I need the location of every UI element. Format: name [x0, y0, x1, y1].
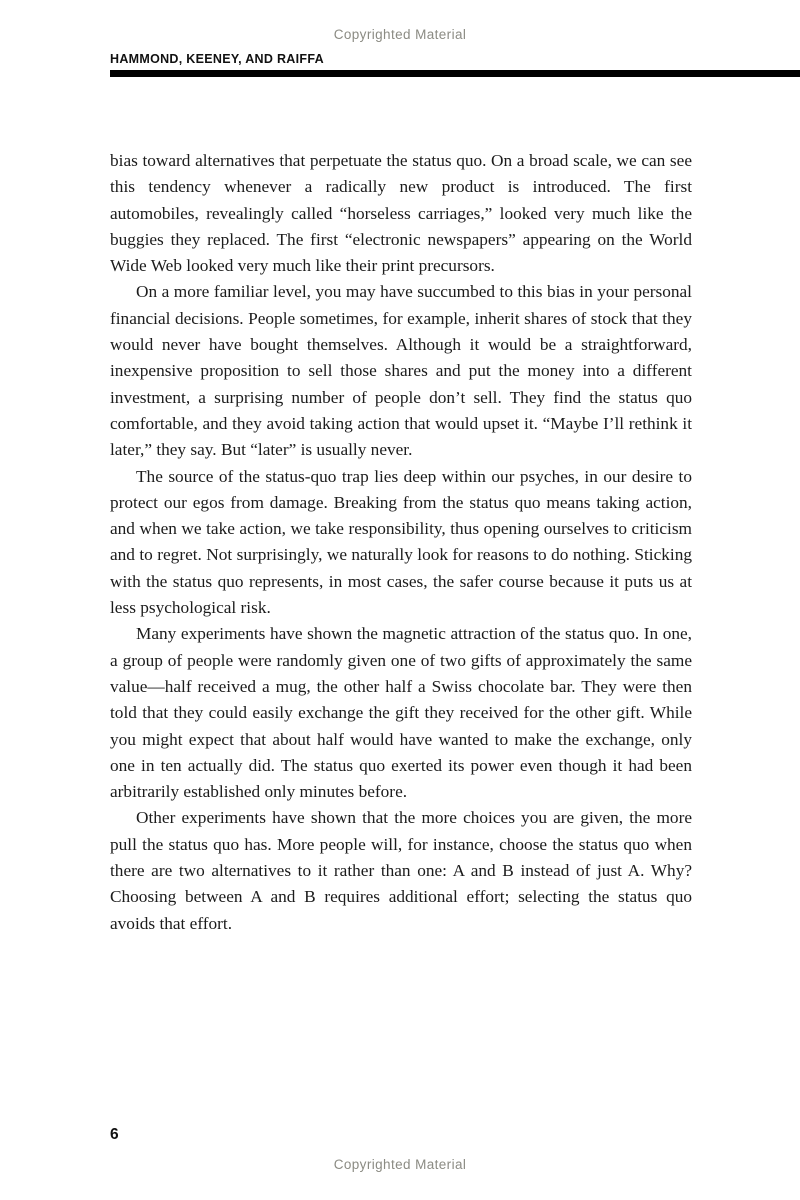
- running-header: HAMMOND, KEENEY, AND RAIFFA: [110, 52, 324, 66]
- paragraph: The source of the status-quo trap lies deep within our psyches, in our desire to protect our egos from damage. Breaking from the status quo means taking action, and when we take action, we take responsibility, thus opening ourselves to criticism and to regret. Not surprisingly, we naturally look for reasons to do nothing. Sticking with the status quo represents, in most cases, the safer course because it puts us at less psychological risk.: [110, 466, 692, 618]
- paragraph: On a more familiar level, you may have succumbed to this bias in your personal financial decisions. People sometimes, for example, inherit shares of stock that they would never have bought themselves. Although it would be a straightforward, inexpensive proposition to sell those shares and put the money into a different investment, a surprising number of people don’t sell. They find the status quo comfortable, and they avoid taking action that would upset it. “Maybe I’ll rethink it later,” they say. But “later” is usually never.: [110, 282, 692, 460]
- paragraph: Many experiments have shown the magnetic attraction of the status quo. In one, a group of people were randomly given one of two gifts of approximately the same value—half received a mug, the other half a Swiss chocolate bar. They were then told that they could easily exchange the gift they received for the other gift. While you might expect that about half would have wanted to make the exchange, only one in ten actually did. The status quo exerted its power even though it had been arbitrarily established only minutes before.: [110, 624, 692, 802]
- header-rule: [110, 70, 800, 77]
- copyright-notice-bottom: Copyrighted Material: [333, 1157, 467, 1172]
- body-text: [110, 148, 692, 937]
- paragraph: Other experiments have shown that the more choices you are given, the more pull the status quo has. More people will, for instance, choose the status quo when there are two alternatives to it rather than one: A and B instead of just A. Why? Choosing between A and B requires additional effort; selecting the status quo avoids that effort.: [110, 808, 692, 933]
- page-number: 6: [110, 1126, 119, 1143]
- copyright-notice-top: Copyrighted Material: [333, 27, 467, 42]
- paragraph: bias toward alternatives that perpetuate the status quo. On a broad scale, we can see this tendency whenever a radically new product is introduced. The first automobiles, revealingly called “horseless carriages,” looked very much like the buggies they replaced. The first “electronic newspapers” appearing on the World Wide Web looked very much like their print precursors.: [110, 151, 692, 276]
